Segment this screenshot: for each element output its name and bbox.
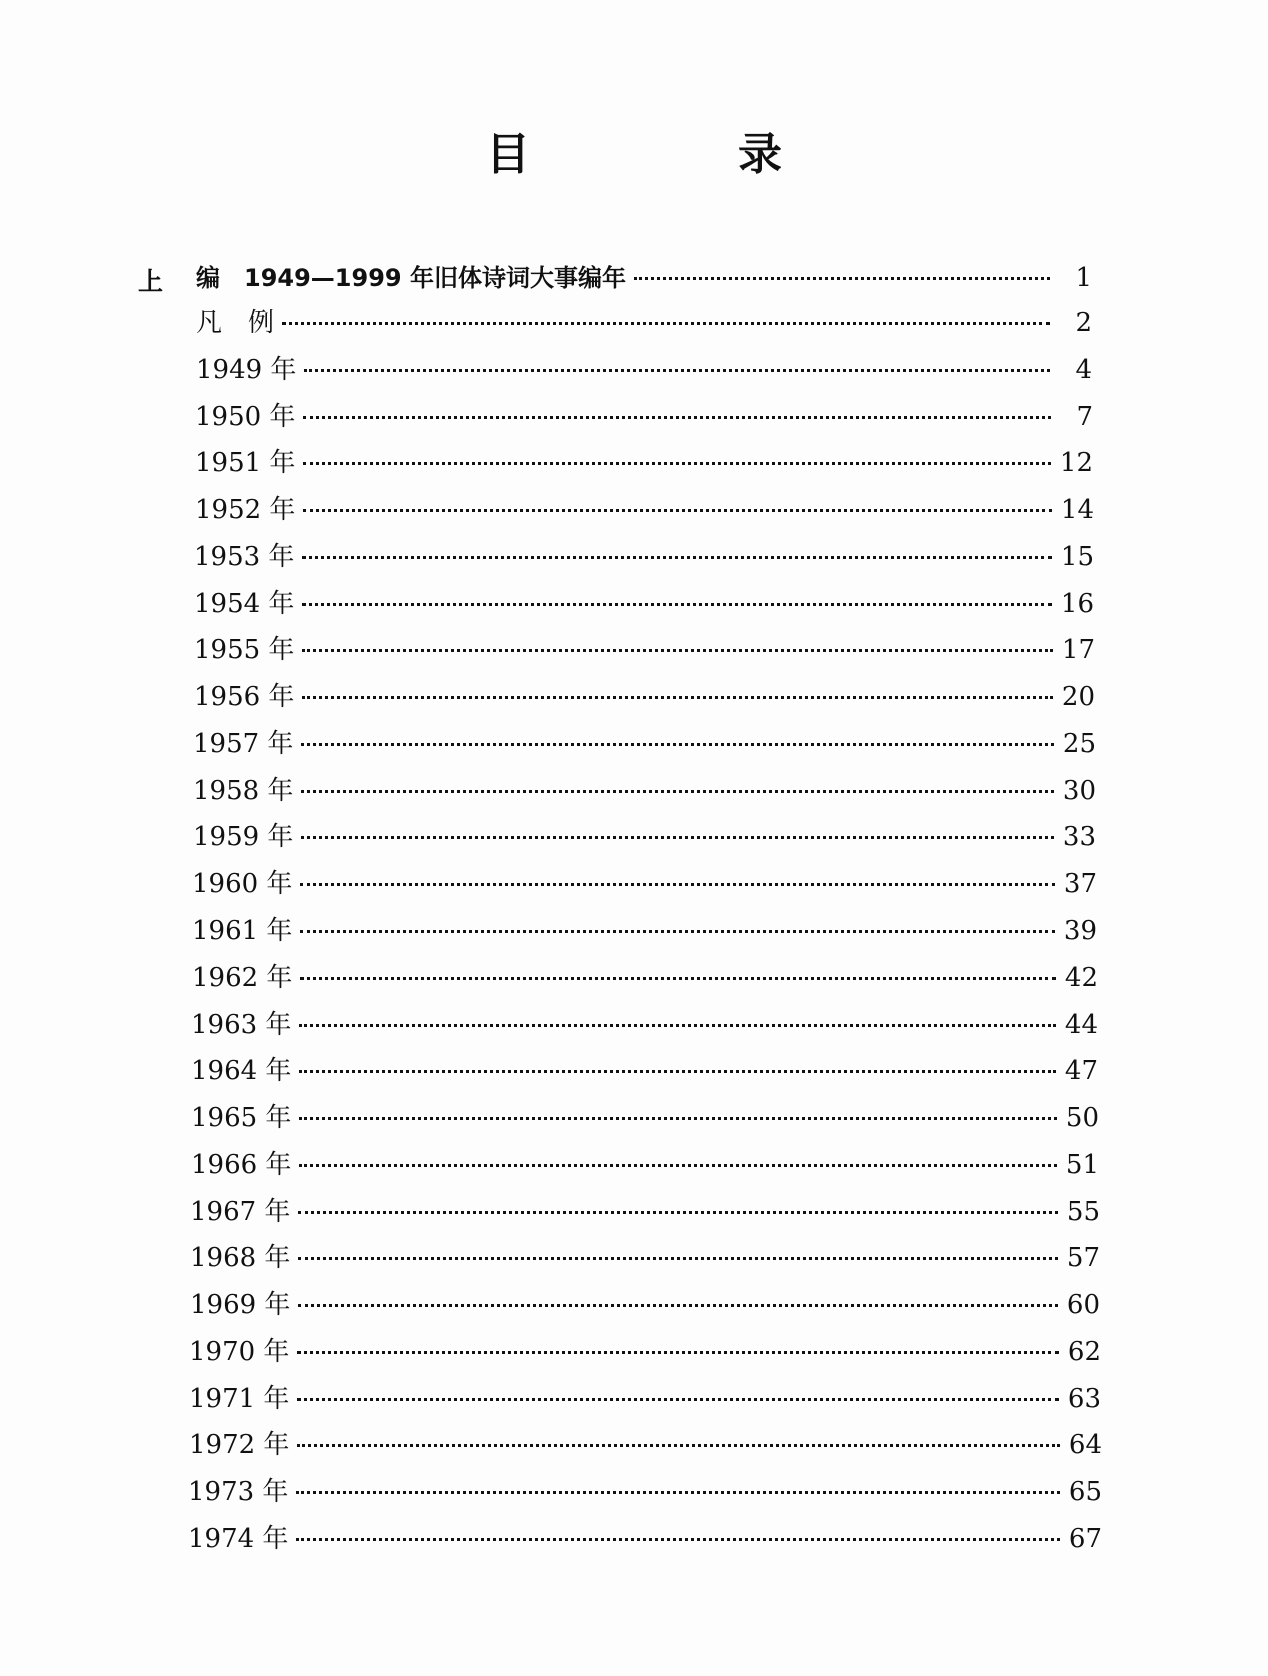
- toc-entry-row[interactable]: [196, 302, 1092, 342]
- toc-entry-row[interactable]: [189, 1331, 1101, 1371]
- toc-leader-dots: [296, 1491, 1060, 1494]
- toc-entry-label: 1968 年: [190, 1243, 291, 1274]
- toc-entry-label: 凡 例: [196, 308, 275, 338]
- toc-entry-label: 1973 年: [188, 1477, 289, 1508]
- toc-leader-dots: [300, 883, 1055, 886]
- toc-leader-dots: [302, 603, 1052, 606]
- toc-entry-label: 1955 年: [194, 635, 295, 666]
- toc-entry-row[interactable]: [193, 723, 1096, 763]
- toc-leader-dots: [296, 1538, 1060, 1541]
- toc-part-row[interactable]: [196, 258, 1092, 298]
- toc-leader-dots: [300, 930, 1055, 933]
- toc-entry-row[interactable]: [191, 1050, 1098, 1090]
- toc-page-number: 42: [1064, 962, 1098, 993]
- toc-entry-row[interactable]: [194, 536, 1094, 576]
- toc-page-number: 37: [1063, 869, 1097, 900]
- toc-leader-dots: [301, 743, 1054, 746]
- toc-leader-dots: [282, 322, 1050, 325]
- toc-leader-dots: [299, 1070, 1056, 1073]
- page-title: 目 录: [486, 129, 864, 180]
- toc-leader-dots: [304, 369, 1050, 372]
- toc-page-number: 51: [1065, 1149, 1099, 1180]
- toc-entry-label: 1971 年: [189, 1383, 290, 1414]
- toc-entry-row[interactable]: [195, 489, 1094, 529]
- toc-leader-dots: [298, 1211, 1058, 1214]
- toc-leader-dots: [303, 462, 1051, 465]
- toc-page-number: 17: [1061, 635, 1095, 666]
- toc-page-number: 44: [1064, 1009, 1098, 1040]
- toc-entry-label: 1967 年: [190, 1196, 291, 1227]
- toc-entry-row[interactable]: [192, 957, 1098, 997]
- toc-page-number: 47: [1064, 1056, 1098, 1087]
- toc-entry-row[interactable]: [192, 910, 1097, 950]
- toc-entry-label: 1962 年: [192, 962, 293, 993]
- toc-entry-row[interactable]: [193, 770, 1096, 810]
- toc-leader-dots: [302, 696, 1053, 699]
- toc-entry-label: 1972 年: [189, 1430, 290, 1461]
- toc-entry-row[interactable]: [196, 349, 1092, 389]
- toc-entry-label: 1951 年: [195, 448, 296, 479]
- toc-entry-label: 1966 年: [191, 1149, 292, 1180]
- toc-page-number: 12: [1059, 448, 1093, 479]
- toc-page-number: 30: [1062, 775, 1096, 806]
- toc-entry-label: 1958 年: [193, 775, 294, 806]
- toc-page-number: 50: [1065, 1103, 1099, 1134]
- toc-page-number: 65: [1068, 1477, 1102, 1508]
- toc-page-number: 33: [1062, 822, 1096, 853]
- toc-page-number: 25: [1062, 728, 1096, 759]
- toc-entry-label: 1959 年: [193, 822, 294, 853]
- toc-entry-row[interactable]: [192, 863, 1097, 903]
- toc-entry-row[interactable]: [194, 629, 1095, 669]
- toc-leader-dots: [303, 416, 1051, 419]
- toc-leader-dots: [297, 1444, 1060, 1447]
- toc-page-number: 16: [1060, 588, 1094, 619]
- toc-entry-row[interactable]: [189, 1378, 1101, 1418]
- toc-leader-dots: [301, 836, 1054, 839]
- toc-entry-label: 1956 年: [194, 682, 295, 713]
- toc-entry-label: 1961 年: [192, 916, 293, 946]
- toc-entry-label: 1950 年: [195, 401, 296, 432]
- toc-page-number: 57: [1066, 1243, 1100, 1274]
- toc-leader-dots: [297, 1398, 1059, 1401]
- toc-entry-label: 1954 年: [194, 588, 295, 619]
- toc-page-number: 20: [1061, 682, 1095, 713]
- toc-page-number: 67: [1068, 1524, 1102, 1554]
- toc-entry-row[interactable]: [191, 1097, 1099, 1137]
- toc-page-number: 1: [1075, 263, 1092, 293]
- toc-entry-label: 1965 年: [191, 1103, 292, 1134]
- toc-entry-row[interactable]: [190, 1284, 1100, 1324]
- toc-leader-dots: [303, 509, 1052, 512]
- toc-leader-dots: [634, 277, 1050, 280]
- toc-entry-label: 1970 年: [189, 1336, 290, 1367]
- toc-page-number: 39: [1063, 916, 1097, 946]
- toc-entry-row[interactable]: [195, 396, 1093, 436]
- toc-leader-dots: [299, 1117, 1057, 1120]
- toc-leader-dots: [297, 1351, 1059, 1354]
- toc-leader-dots: [299, 1164, 1057, 1167]
- toc-leader-dots: [302, 556, 1052, 559]
- toc-leader-dots: [301, 790, 1054, 793]
- toc-page-number: 14: [1060, 495, 1094, 526]
- toc-entry-row[interactable]: [191, 1144, 1099, 1184]
- part-marker: 上: [138, 267, 164, 296]
- toc-entry-row[interactable]: [191, 1004, 1098, 1044]
- toc-entry-label: 1953 年: [194, 541, 295, 572]
- toc-entry-label: 1960 年: [192, 869, 293, 900]
- toc-page-number: 62: [1067, 1336, 1101, 1367]
- toc-page-number: 15: [1060, 541, 1094, 572]
- toc-leader-dots: [300, 977, 1056, 980]
- toc-entry-row[interactable]: [194, 583, 1094, 623]
- toc-entry-row[interactable]: [188, 1518, 1102, 1558]
- toc-entry-row[interactable]: [195, 442, 1093, 482]
- toc-leader-dots: [298, 1304, 1058, 1307]
- toc-entry-row[interactable]: [190, 1237, 1100, 1277]
- toc-page-number: 7: [1076, 401, 1093, 432]
- toc-entry-label: 1969 年: [190, 1290, 291, 1321]
- toc-page-number: 55: [1066, 1196, 1100, 1227]
- toc-entry-row[interactable]: [193, 816, 1096, 856]
- toc-page-number: 2: [1075, 308, 1092, 338]
- toc-part-label: 编 1949—1999 年旧体诗词大事编年: [196, 264, 626, 292]
- toc-page-number: 64: [1068, 1430, 1102, 1461]
- toc-entry-label: 1963 年: [191, 1009, 292, 1040]
- toc-entry-row[interactable]: [190, 1191, 1100, 1231]
- toc-entry-row[interactable]: [194, 676, 1095, 716]
- toc-entry-label: 1957 年: [193, 728, 294, 759]
- toc-page-number: 4: [1075, 354, 1092, 385]
- toc-entry-row[interactable]: [189, 1424, 1102, 1464]
- toc-leader-dots: [299, 1024, 1056, 1027]
- toc-leader-dots: [302, 649, 1053, 652]
- toc-entry-row[interactable]: [188, 1471, 1102, 1511]
- toc-page-number: 60: [1066, 1290, 1100, 1321]
- toc-entry-label: 1952 年: [195, 495, 296, 526]
- toc-entry-label: 1964 年: [191, 1056, 292, 1087]
- toc-entry-label: 1949 年: [196, 354, 297, 385]
- toc-entry-label: 1974 年: [188, 1524, 289, 1554]
- toc-page-number: 63: [1067, 1383, 1101, 1414]
- toc-leader-dots: [298, 1257, 1058, 1260]
